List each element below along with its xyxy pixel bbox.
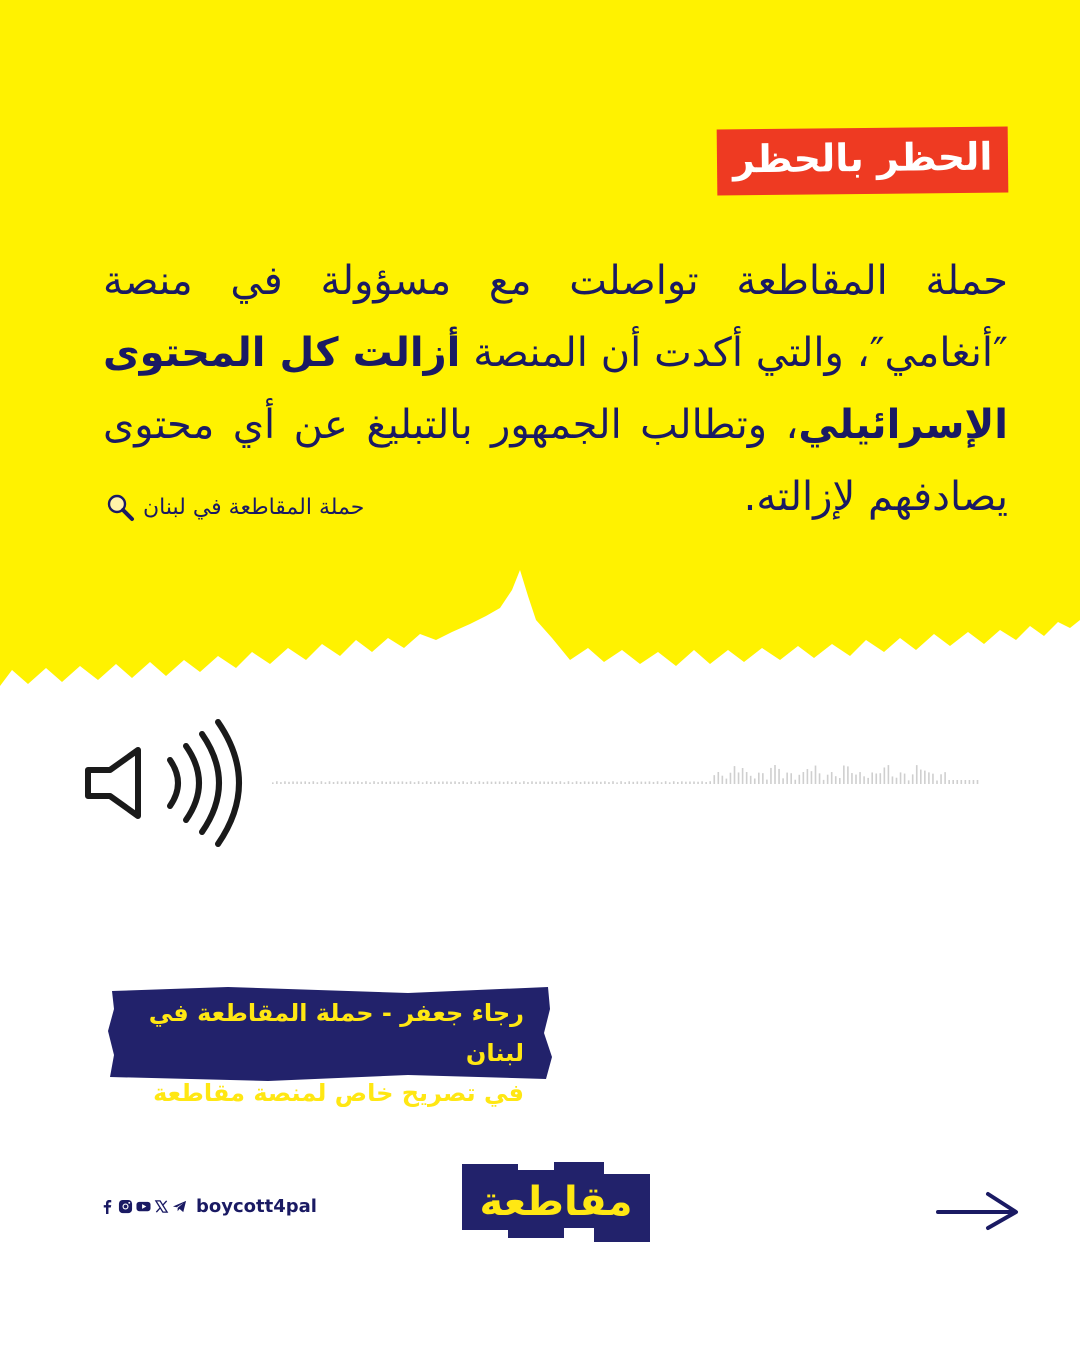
waveform-bar [713,775,715,784]
waveform-bar [321,781,323,784]
waveform-bar [576,781,578,784]
waveform-bar [466,782,468,784]
waveform-bar [389,781,391,784]
speaker-icon[interactable] [82,718,247,848]
waveform-bar [300,782,302,784]
waveform-bar [823,780,825,784]
waveform-bar [438,782,440,784]
waveform-bar [535,782,537,784]
waveform-bar [620,781,622,784]
waveform-bar [859,772,861,784]
waveform-bar [904,774,906,784]
waveform-bar [880,773,882,784]
waveform-bar [928,772,930,784]
waveform-bar [556,782,558,784]
waveform-bar [511,782,513,784]
youtube-icon[interactable] [136,1199,151,1214]
waveform-bar [308,782,310,784]
waveform-bar [628,781,630,784]
waveform-bar [940,774,942,784]
waveform-bar [944,772,946,784]
waveform-bar [677,782,679,784]
waveform-bar [276,781,278,784]
waveform-bar [936,781,938,784]
waveform-bar [645,782,647,784]
waveform-bar [357,781,359,784]
waveform-bar [426,781,428,784]
waveform-bar [402,781,404,784]
waveform-bar [863,776,865,784]
waveform-icon[interactable] [270,762,980,792]
waveform-bar [912,774,914,784]
waveform-bar [284,781,286,784]
waveform-bar [742,768,744,784]
waveform-bar [726,779,728,784]
waveform-bar [786,773,788,784]
waveform-bar [564,782,566,784]
waveform-bar [442,781,444,784]
waveform-bar [908,780,910,784]
waveform-bar [774,765,776,784]
waveform-bar [385,782,387,784]
waveform-bar [349,781,351,784]
magnifier-icon [105,492,135,522]
category-tag: الحظر بالحظر [716,126,1008,195]
social-links [100,1196,317,1217]
waveform-bar [499,781,501,784]
waveform-bar [653,782,655,784]
waveform-bar [815,766,817,784]
waveform-bar [377,782,379,784]
waveform-bar [584,781,586,784]
waveform-bar [709,781,711,784]
waveform-bar [750,776,752,784]
waveform-bar [547,782,549,784]
waveform-bar [973,780,975,784]
waveform-bar [527,782,529,784]
waveform-bar [839,778,841,784]
waveform-bar [811,771,813,784]
waveform-bar [738,772,740,784]
waveform-bar [406,782,408,784]
waveform-bar [491,782,493,784]
waveform-bar [803,772,805,784]
waveform-bar [673,781,675,784]
waveform-bar [531,781,533,784]
x-icon[interactable] [154,1199,169,1214]
waveform-bar [580,782,582,784]
waveform-bar [624,782,626,784]
quote-highlight: أزالت كل المحتوى الإسرائيلي [103,330,1008,448]
waveform-bar [600,782,602,784]
waveform-bar [734,766,736,784]
logo-text: مقاطعة [479,1179,633,1225]
waveform-bar [851,773,853,784]
waveform-bar [892,776,894,784]
waveform-bar [689,782,691,784]
waveform-bar [916,765,918,784]
quote-text [103,245,1008,533]
waveform-bar [896,778,898,784]
waveform-bar [288,782,290,784]
waveform-bar [422,782,424,784]
waveform-bar [827,775,829,784]
waveform-bar [661,782,663,784]
waveform-bar [746,772,748,784]
waveform-bar [669,782,671,784]
waveform-bar [632,782,634,784]
telegram-icon[interactable] [172,1199,187,1214]
waveform-bar [871,772,873,784]
waveform-bar [681,781,683,784]
waveform-bar [884,767,886,784]
waveform-bar [361,782,363,784]
waveform-bar [778,769,780,784]
waveform-bar [394,782,396,784]
waveform-bar [977,780,979,784]
waveform-bar [701,781,703,784]
waveform-bar [507,781,509,784]
social-handle[interactable]: boycott4pal [196,1196,317,1217]
waveform-bar [381,781,383,784]
waveform-bar [847,766,849,784]
waveform-bar [434,781,436,784]
waveform-bar [503,782,505,784]
waveform-bar [560,781,562,784]
waveform-bar [956,780,958,784]
waveform-bar [523,781,525,784]
waveform-bar [649,781,651,784]
waveform-bar [462,781,464,784]
waveform-bar [292,781,294,784]
waveform-bar [843,765,845,784]
waveform-bar [685,782,687,784]
waveform-bar [296,782,298,784]
waveform-bar [483,782,485,784]
waveform-bar [705,782,707,784]
facebook-icon[interactable] [100,1199,115,1214]
waveform-bar [333,782,335,784]
waveform-bar [325,782,327,784]
waveform-bar [730,773,732,784]
waveform-bar [782,778,784,784]
waveform-bar [762,773,764,784]
waveform-bar [337,781,339,784]
waveform-bar [835,776,837,784]
waveform-bar [604,781,606,784]
waveform-bar [790,773,792,784]
waveform-bar [446,782,448,784]
waveform-bar [345,782,347,784]
waveform-bar [487,781,489,784]
waveform-bar [475,782,477,784]
caption-line-1: رجاء جعفر - حملة المقاطعة في لبنان [148,999,524,1067]
waveform-bar [608,782,610,784]
waveform-bar [722,776,724,784]
waveform-bar [572,782,574,784]
waveform-bar [410,781,412,784]
waveform-bar [952,780,954,784]
source-label: حملة المقاطعة في لبنان [143,494,365,520]
waveform-bar [470,781,472,784]
waveform-bar [770,768,772,784]
waveform-bar [495,782,497,784]
waveform-bar [924,771,926,784]
waveform-bar [754,778,756,784]
waveform-bar [697,782,699,784]
waveform-bar [398,782,400,784]
arrow-right-icon[interactable] [934,1190,1020,1232]
waveform-bar [807,769,809,784]
waveform-bar [867,778,869,784]
waveform-bar [819,773,821,784]
brand-logo [458,1160,654,1244]
quote-part-1: حملة المقاطعة تواصلت مع مسؤولة في منصة ″أنغامي″، والتي أكدت أن المنصة [103,258,1008,376]
waveform-bar [519,782,521,784]
waveform-bar [875,773,877,784]
waveform-bar [799,775,801,784]
waveform-bar [794,780,796,784]
waveform-bar [450,782,452,784]
waveform-bar [855,775,857,784]
waveform-bar [458,782,460,784]
waveform-bar [454,781,456,784]
waveform-bar [657,781,659,784]
waveform-bar [280,782,282,784]
waveform-bar [551,781,553,784]
waveform-bar [369,782,371,784]
waveform-bar [365,781,367,784]
waveform-bar [932,774,934,784]
waveform-bar [313,781,315,784]
waveform-bar [969,780,971,784]
quote-source [105,492,364,522]
caption-line-2: في تصريح خاص لمنصة مقاطعة [153,1079,524,1107]
waveform-bar [272,782,274,784]
waveform-bar [418,781,420,784]
quote-part-2: ، وتطالب الجمهور بالتبليغ عن أي محتوى يصادفهم لإزالته. [103,402,1008,520]
waveform-bar [373,781,375,784]
waveform-bar [353,782,355,784]
speaker-caption [108,985,552,1107]
waveform-bar [637,781,639,784]
waveform-bar [888,765,890,784]
waveform-bar [414,782,416,784]
waveform-bar [965,780,967,784]
waveform-bar [568,781,570,784]
waveform-bar [693,781,695,784]
waveform-bar [588,782,590,784]
waveform-bar [641,782,643,784]
waveform-bar [539,781,541,784]
waveform-bar [592,782,594,784]
waveform-bar [665,781,667,784]
waveform-bar [317,782,319,784]
waveform-bar [920,770,922,784]
waveform-bar [515,781,517,784]
waveform-bar [612,781,614,784]
waveform-bar [430,782,432,784]
waveform-bar [596,781,598,784]
waveform-bar [718,772,720,784]
waveform-bar [766,780,768,784]
waveform-bar [831,772,833,784]
waveform-bar [616,782,618,784]
waveform-bar [341,782,343,784]
waveform-bar [304,781,306,784]
waveform-bar [329,781,331,784]
waveform-bar [948,780,950,784]
waveform-bar [961,780,963,784]
waveform-bar [479,781,481,784]
instagram-icon[interactable] [118,1199,133,1214]
waveform-bar [758,773,760,784]
waveform-bar [543,782,545,784]
waveform-bar [900,772,902,784]
